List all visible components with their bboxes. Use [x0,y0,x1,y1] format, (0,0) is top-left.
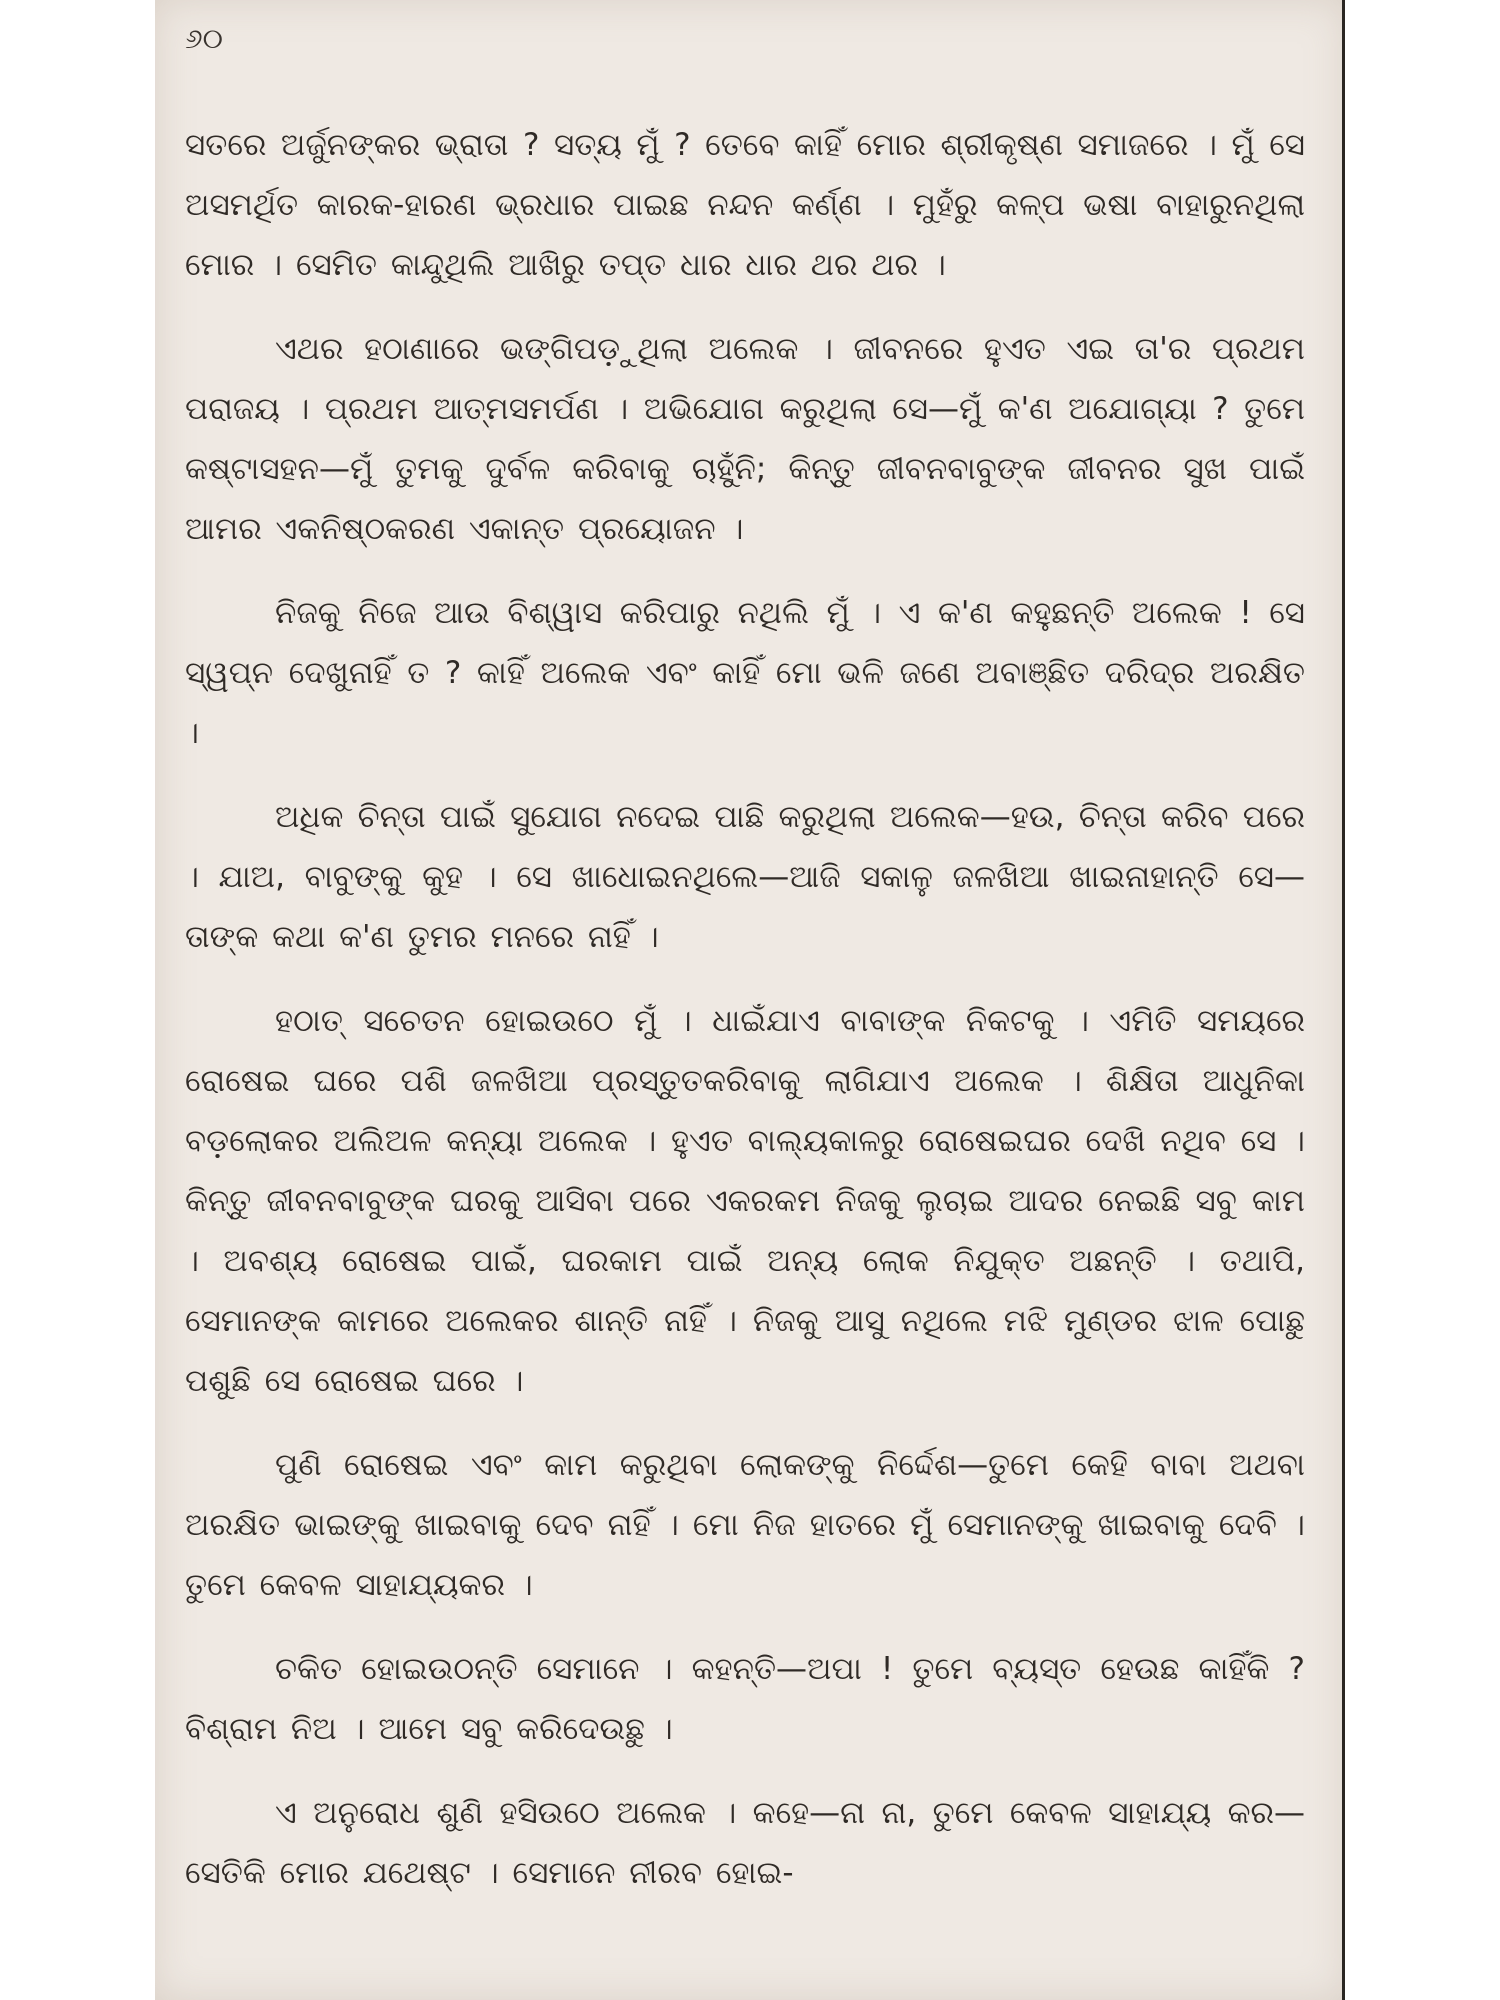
paragraph: ଚକିତ ହୋଇଉଠନ୍ତି ସେମାନେ । କହନ୍ତି—ଅପା ! ତୁମେ ବ୍ୟସ୍ତ ହେଉଛ କାହିଁକି ? ବିଶ୍ରାମ ନିଅ । ଆମେ ସବୁ କରିଦେଉଛୁ । [185,1651,1305,1747]
paragraph: ହଠାତ୍ ସଚେତନ ହୋଇଉଠେ ମୁଁ । ଧାଇଁଯାଏ ବାବାଙ୍କ ନିକଟକୁ । ଏମିତି ସମୟରେ ରୋଷେଇ ଘରେ ପଶି ଜଳଖିଆ ପ୍ରସ୍ତୁତକରିବାକୁ ଲାଗିଯାଏ ଅଲେକ । ଶିକ୍ଷିତା ଆଧୁନିକା ବଡ଼ଲୋକର ଅଲିଅଳ କନ୍ୟା ଅଲେକ । ହୁଏତ ବାଲ୍ୟକାଳରୁ ରୋଷେଇଘର ଦେଖି ନଥିବ ସେ । କିନ୍ତୁ ଜୀବନବାବୁଙ୍କ ଘରକୁ ଆସିବା ପରେ ଏକରକମ ନିଜକୁ ଲୁଚାଇ ଆଦର ନେଇଛି ସବୁ କାମ । ଅବଶ୍ୟ ରୋଷେଇ ପାଇଁ, ଘରକାମ ପାଇଁ ଅନ୍ୟ ଲୋକ ନିଯୁକ୍ତ ଅଛନ୍ତି । ତଥାପି, ସେମାନଙ୍କ କାମରେ ଅଲେକର ଶାନ୍ତି ନାହିଁ । ନିଜକୁ ଆସୁ ନଥିଲେ ମଝି ମୁଣ୍ଡର ଝାଳ ପୋଛୁ ପଶୁଛି ସେ ରୋଷେଇ ଘରେ । [185,1003,1305,1399]
book-page [155,0,1345,2000]
paragraph: ପୁଣି ରୋଷେଇ ଏବଂ କାମ କରୁଥିବା ଲୋକଙ୍କୁ ନିର୍ଦ୍ଦେଶ—ତୁମେ କେହି ବାବା ଅଥବା ଅରକ୍ଷିତ ଭାଇଙ୍କୁ ଖାଇବାକୁ ଦେବ ନାହିଁ । ମୋ ନିଜ ହାତରେ ମୁଁ ସେମାନଙ୍କୁ ଖାଇବାକୁ ଦେବି । ତୁମେ କେବଳ ସାହାଯ୍ୟକର । [185,1447,1305,1603]
paragraph: ଅଧିକ ଚିନ୍ତା ପାଇଁ ସୁଯୋଗ ନଦେଇ ପାଛି କରୁଥିଲା ଅଲେକ—ହଉ, ଚିନ୍ତା କରିବ ପରେ । ଯାଅ, ବାବୁଙ୍କୁ କୁହ । ସେ ଖାଧୋଇନଥିଲେ—ଆଜି ସକାଳୁ ଜଳଖିଆ ଖାଇନାହାନ୍ତି ସେ—ତାଙ୍କ କଥା କ'ଣ ତୁମର ମନରେ ନାହିଁ । [185,799,1305,955]
paragraph: ଏ ଅନୁରୋଧ ଶୁଣି ହସିଉଠେ ଅଲେକ । କହେ—ନା ନା, ତୁମେ କେବଳ ସାହାଯ୍ୟ କର—ସେତିକି ମୋର ଯଥେଷ୍ଟ । ସେମାନେ ନୀରବ ହୋଇ- [185,1795,1305,1891]
page-text [185,115,1305,1903]
paragraph: ଏଥର ହଠାଣାରେ ଭଙ୍ଗିପଡ଼ୁଥିଲା ଅଲେକ । ଜୀବନରେ ହୁଏତ ଏଇ ତା'ର ପ୍ରଥମ ପରାଜୟ । ପ୍ରଥମ ଆତ୍ମସମର୍ପଣ । ଅଭିଯୋଗ କରୁଥିଲା ସେ—ମୁଁ କ'ଣ ଅଯୋଗ୍ୟା ? ତୁମେ କଷ୍ଟାସହନ—ମୁଁ ତୁମକୁ ଦୁର୍ବଳ କରିବାକୁ ଚାହୁଁନି; କିନ୍ତୁ ଜୀବନବାବୁଙ୍କ ଜୀବନର ସୁଖ ପାଇଁ ଆମର ଏକନିଷ୍ଠକରଣ ଏକାନ୍ତ ପ୍ରୟୋଜନ । [185,331,1305,547]
paragraph: ସତରେ ଅର୍ଜୁନଙ୍କର ଭ୍ରାତା ? ସତ୍ୟ ମୁଁ ? ତେବେ କାହିଁ ମୋର ଶ୍ରୀକୃଷ୍ଣ ସମାଜରେ । ମୁଁ ସେ ଅସମର୍ଥିତ କାରକ-ହାରଣ ଭ୍ରଧାର ପାଇଛ ନନ୍ଦନ କର୍ଣ୍ଣ । ମୁହଁରୁ କଳ୍ପ ଭଷା ବାହାରୁନଥିଲା ମୋର । ସେମିତ କାନ୍ଦୁଥିଲି ଆଖିରୁ ତପ୍ତ ଧାର ଧାର ଥର ଥର । [185,127,1305,283]
page-edge-shadow [1342,0,1345,2000]
paragraph: ନିଜକୁ ନିଜେ ଆଉ ବିଶ୍ୱାସ କରିପାରୁ ନଥିଲି ମୁଁ । ଏ କ'ଣ କହୁଛନ୍ତି ଅଲେକ ! ସେ ସ୍ୱପ୍ନ ଦେଖୁନାହିଁ ତ ? କାହିଁ ଅଲେକ ଏବଂ କାହିଁ ମୋ ଭଳି ଜଣେ ଅବାଞ୍ଛିତ ଦରିଦ୍ର ଅରକ୍ଷିତ । [185,595,1305,751]
page-number: ୬୦ [185,22,223,55]
